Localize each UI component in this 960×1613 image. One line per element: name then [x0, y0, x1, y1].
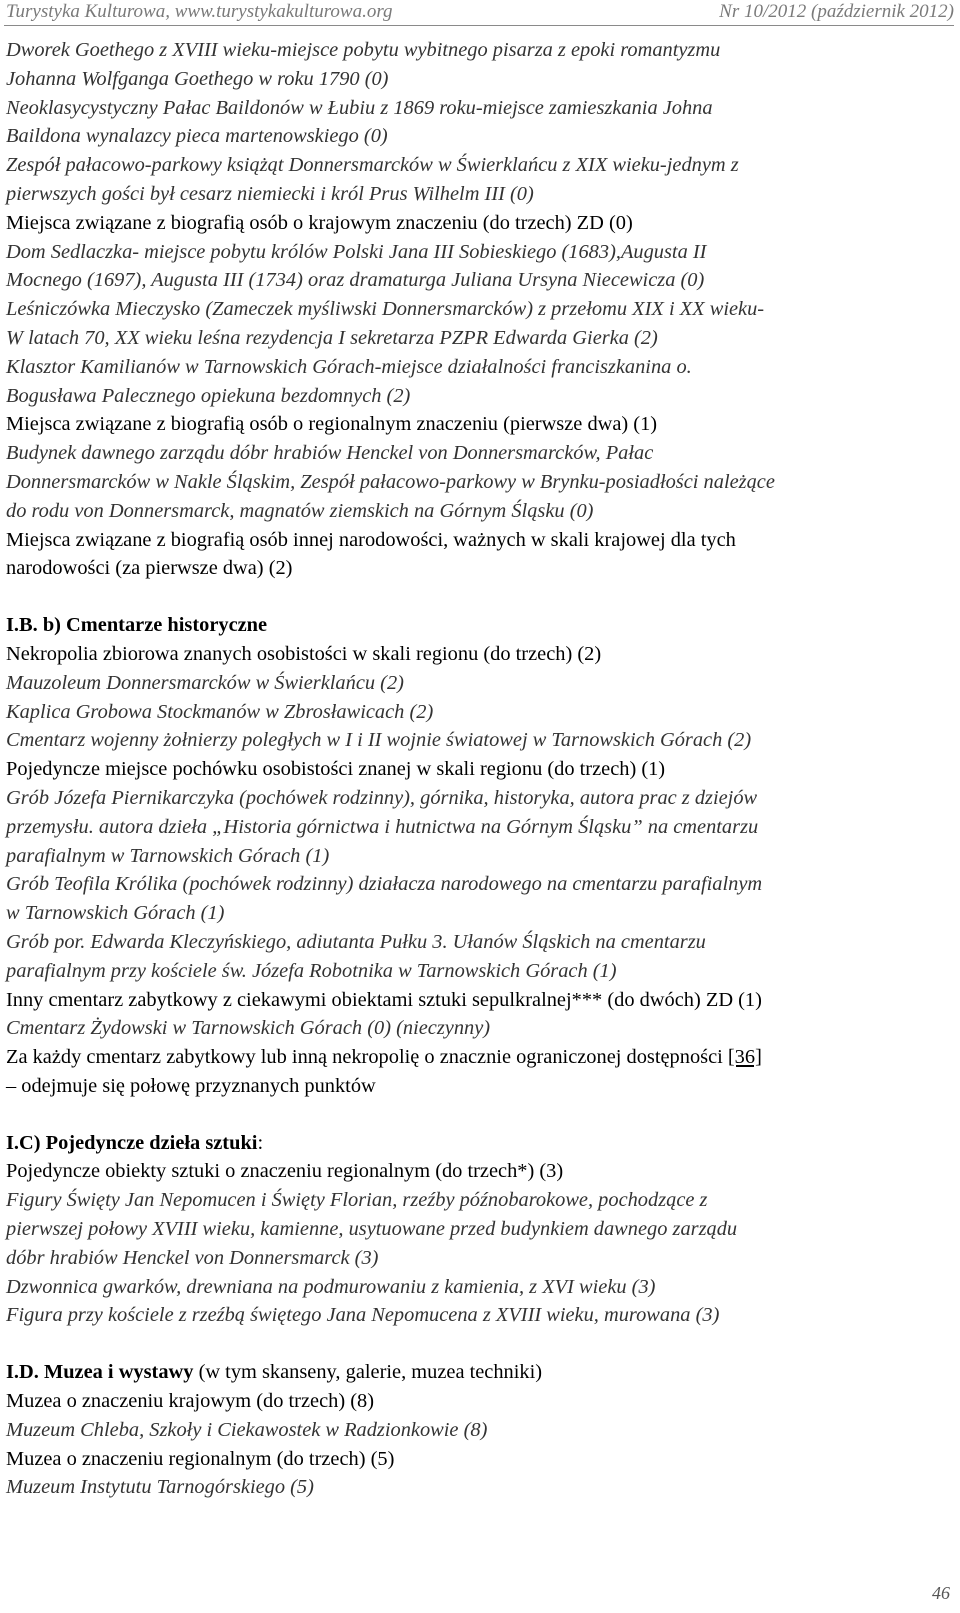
item-entry: W latach 70, XX wieku leśna rezydencja I sekretarza PZPR Edwarda Gierka (2) [6, 326, 658, 349]
item-entry: Grób por. Edwarda Kleczyńskiego, adiutanta Pułku 3. Ułanów Śląskich na cmentarzu [6, 930, 706, 953]
item-entry: Kaplica Grobowa Stockmanów w Zbrosławicach (2) [6, 700, 434, 723]
header-rule [4, 25, 954, 26]
criterion-line: Pojedyncze miejsce pochówku osobistości znanej w skali regionu (do trzech) (1) [6, 758, 666, 781]
item-entry: Dworek Goethego z XVIII wieku-miejsce pobytu wybitnego pisarza z epoki romantyzmu [6, 39, 721, 61]
criterion-line: Miejsca związane z biografią osób innej narodowości, ważnych w skali krajowej dla tych [6, 528, 736, 551]
item-entry: parafialnym w Tarnowskich Górach (1) [6, 844, 330, 867]
item-entry: Figura przy kościele z rzeźbą świętego Jana Nepomucena z XVIII wieku, murowana (3) [6, 1304, 720, 1327]
paragraph-gap [6, 1330, 952, 1358]
item-entry: Johanna Wolfganga Goethego w roku 1790 (0) [6, 67, 389, 90]
item-entry: do rodu von Donnersmarck, magnatów ziemskich na Górnym Śląsku (0) [6, 499, 594, 522]
item-entry: Mauzoleum Donnersmarcków w Świerklańcu (2) [6, 671, 404, 694]
criterion-line: Muzea o znaczeniu krajowym (do trzech) (8) [6, 1390, 374, 1413]
item-entry: Cmentarz wojenny żołnierzy poległych w I i II wojnie światowej w Tarnowskich Górach (2) [6, 729, 752, 752]
item-entry: Leśniczówka Mieczysko (Zameczek myśliwski Donnersmarcków) z przełomu XIX i XX wieku- [6, 298, 765, 321]
criterion-line: Inny cmentarz zabytkowy z ciekawymi obiektami sztuki sepulkralnej*** (do dwóch) ZD (1) [6, 988, 762, 1011]
paragraph-gap [6, 583, 952, 611]
item-entry: parafialnym przy kościele św. Józefa Robotnika w Tarnowskich Górach (1) [6, 959, 617, 982]
item-entry: przemysłu. autora dzieła „Historia górnictwa i hutnictwa na Górnym Śląsku” na cmentarzu [6, 815, 759, 838]
footnote-reference-link[interactable]: [36] [727, 1046, 762, 1069]
item-entry: pierwszych gości był cesarz niemiecki i król Prus Wilhelm III (0) [6, 182, 534, 205]
criterion-line: Miejsca związane z biografią osób o regionalnym znaczeniu (pierwsze dwa) (1) [6, 413, 658, 436]
criterion-line: – odejmuje się połowę przyznanych punktów [6, 1074, 376, 1097]
item-entry: Bogusława Palecznego opiekuna bezdomnych (2) [6, 384, 411, 407]
item-entry: Baildona wynalazcy pieca martenowskiego (0) [6, 125, 388, 148]
section-heading-artworks [6, 1129, 952, 1158]
page-number: 46 [932, 1583, 950, 1603]
criterion-line: Pojedyncze obiekty sztuki o znaczeniu regionalnym (do trzech*) (3) [6, 1160, 564, 1183]
section-heading-cemeteries [6, 611, 952, 640]
section-heading-museums [6, 1358, 952, 1387]
criterion-line: Nekropolia zbiorowa znanych osobistości w skali regionu (do trzech) (2) [6, 642, 602, 665]
section-heading-text: I.C) Pojedyncze dzieła sztuki [6, 1131, 258, 1154]
heading-note: (w tym skanseny, galerie, muzea techniki) [193, 1361, 543, 1384]
item-entry: Zespół pałacowo-parkowy książąt Donnersmarcków w Świerklańcu z XIX wieku-jednym z [6, 154, 739, 177]
section-heading-text: I.B. b) Cmentarze historyczne [6, 614, 268, 637]
criterion-line: narodowości (za pierwsze dwa) (2) [6, 557, 293, 580]
item-entry: Cmentarz Żydowski w Tarnowskich Górach (0) (nieczynny) [6, 1017, 491, 1040]
page-header [6, 0, 954, 26]
item-entry: Dzwonnica gwarków, drewniana na podmurowaniu z kamienia, z XVI wieku (3) [6, 1275, 656, 1298]
heading-colon: : [257, 1131, 264, 1154]
item-entry: Neoklasycystyczny Pałac Baildonów w Łubiu z 1869 roku-miejsce zamieszkania Johna [6, 96, 713, 119]
item-entry: Klasztor Kamilianów w Tarnowskich Górach-miejsce działalności franciszkanina o. [6, 355, 692, 378]
item-entry: Muzeum Chleba, Szkoły i Ciekawostek w Radzionkowie (8) [6, 1418, 488, 1441]
item-entry: Budynek dawnego zarządu dóbr hrabiów Henckel von Donnersmarcków, Pałac [6, 442, 654, 465]
item-entry: dóbr hrabiów Henckel von Donnersmarck (3) [6, 1246, 379, 1269]
item-entry: pierwszej połowy XVIII wieku, kamienne, usytuowane przed budynkiem dawnego zarządu [6, 1218, 738, 1241]
criterion-line [6, 1043, 952, 1072]
item-entry: Muzeum Instytutu Tarnogórskiego (5) [6, 1476, 314, 1499]
item-entry: Dom Sedlaczka- miejsce pobytu królów Polski Jana III Sobieskiego (1683),Augusta II [6, 240, 707, 263]
item-entry: w Tarnowskich Górach (1) [6, 902, 225, 925]
item-entry: Figury Święty Jan Nepomucen i Święty Florian, rzeźby późnobarokowe, pochodzące z [6, 1189, 708, 1212]
item-entry: Grób Józefa Piernikarczyka (pochówek rodzinny), górnika, historyka, autora prac z dziejów [6, 786, 758, 809]
header-journal-title: Turystyka Kulturowa, www.turystykakulturowa.org [6, 1, 393, 22]
item-entry: Mocnego (1697), Augusta III (1734) oraz dramaturga Juliana Ursyna Niecewicza (0) [6, 269, 705, 292]
item-entry: Donnersmarcków w Nakle Śląskim, Zespół pałacowo-parkowy w Brynku-posiadłości należące [6, 470, 775, 493]
document-body [6, 36, 952, 1502]
header-issue-number: Nr 10/2012 (październik 2012) [719, 1, 954, 22]
section-heading-text: I.D. Muzea i wystawy [6, 1361, 194, 1384]
paragraph-gap [6, 1101, 952, 1129]
criterion-text: Za każdy cmentarz zabytkowy lub inną nekropolię o znacznie ograniczonej dostępności [6, 1046, 728, 1069]
criterion-line: Miejsca związane z biografią osób o krajowym znaczeniu (do trzech) ZD (0) [6, 211, 633, 234]
item-entry: Grób Teofila Królika (pochówek rodzinny) działacza narodowego na cmentarzu parafialnym [6, 873, 763, 896]
criterion-line: Muzea o znaczeniu regionalnym (do trzech) (5) [6, 1447, 395, 1470]
